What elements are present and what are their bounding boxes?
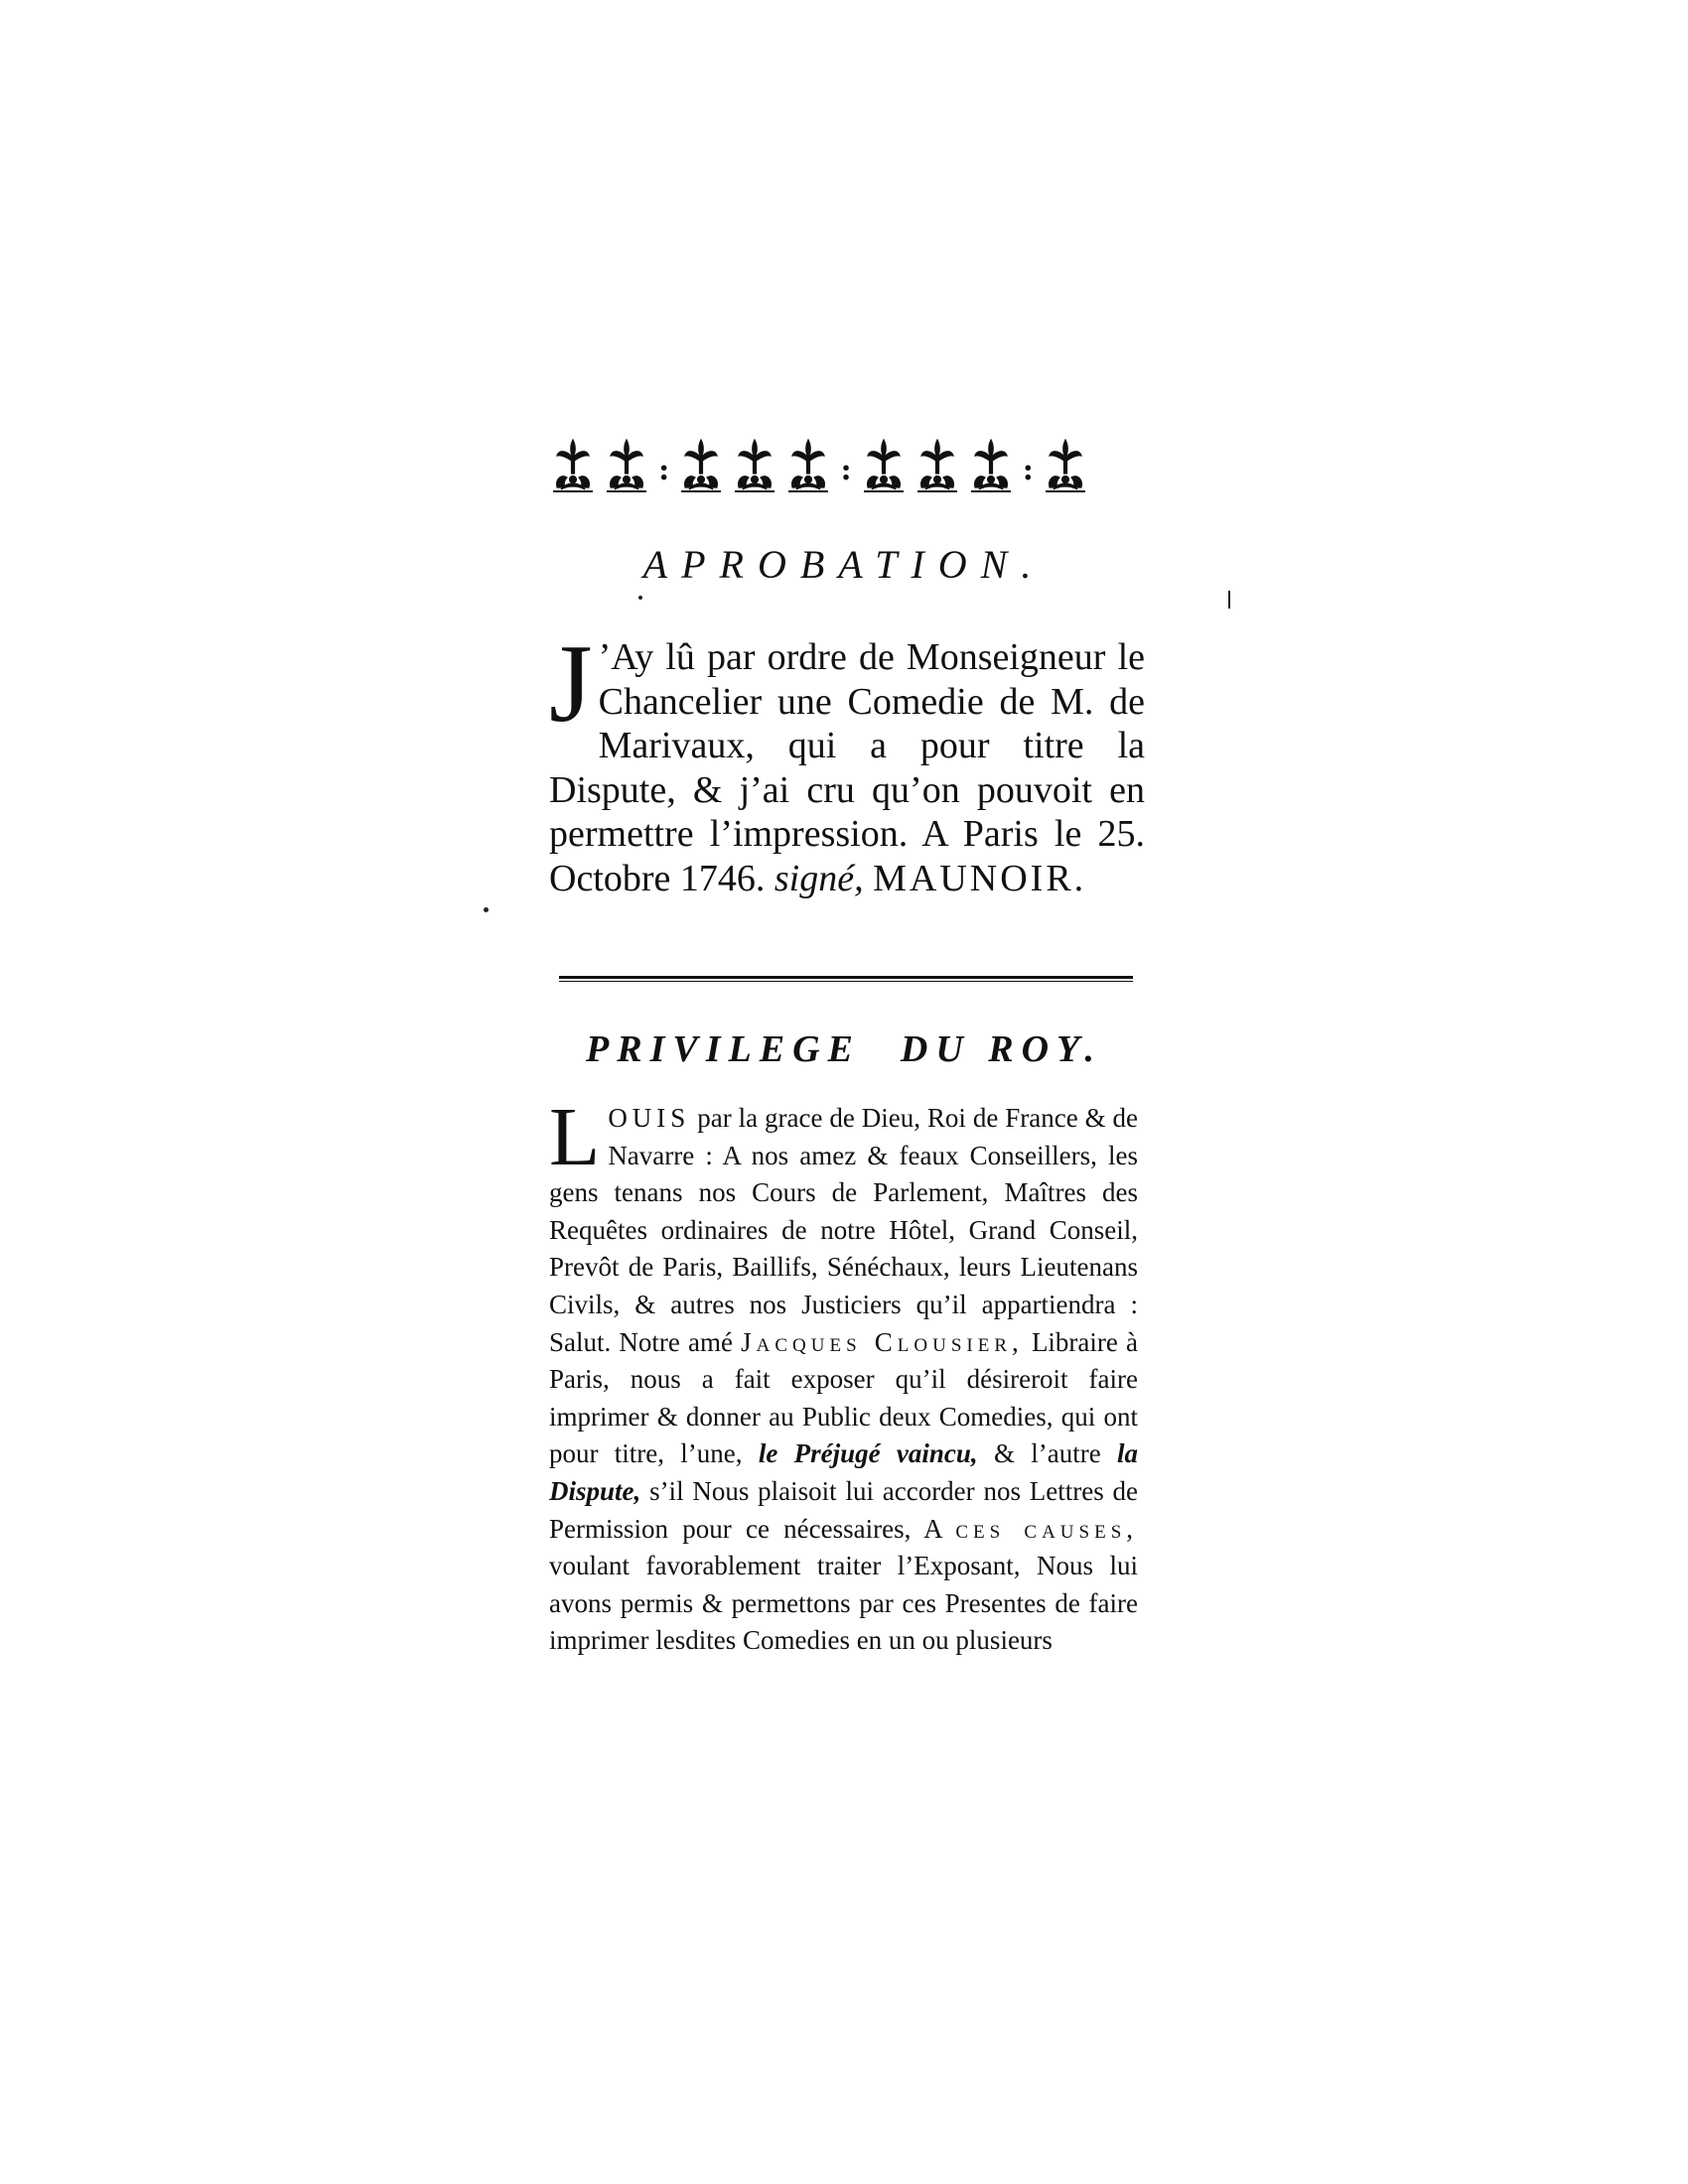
privilege-title-prejuge: le Préjugé vaincu, bbox=[758, 1438, 978, 1469]
approbation-signer: MAUNOIR. bbox=[873, 857, 1087, 899]
privilege-text-2: Libraire à Paris, nous a fait exposer qu’il désireroit faire imprimer & donner au Public deux Comedies, qui ont pour titre, l’une, bbox=[549, 1326, 1139, 1469]
privilege-drop-cap: L bbox=[549, 1091, 601, 1183]
ornament-band bbox=[551, 432, 1087, 493]
fleuron-ornament-icon bbox=[915, 436, 959, 493]
fleuron-ornament-icon bbox=[1044, 436, 1087, 493]
privilege-king-name: OUIS bbox=[608, 1103, 691, 1133]
approbation-heading: APROBATION. bbox=[642, 542, 1046, 587]
privilege-title-dispute: la Dispute, bbox=[549, 1438, 1138, 1506]
fleuron-ornament-icon bbox=[679, 436, 723, 493]
fleuron-ornament-icon bbox=[605, 436, 648, 493]
privilege-text-1: par la grace de Dieu, Roi de France & de Navarre : A nos amez & feaux Conseillers, les gens tenans nos Cours de Parlement, Maîtres des Requêtes ordinaires de notre Hôtel, Grand Conseil, Prevôt de Paris, Baillifs, Sénéchaux, leurs Lieutenans Civils, & autres nos Justiciers qu’il appartiendra : Salut. Notre amé bbox=[549, 1103, 1139, 1357]
privilege-heading-part2: DU ROY. bbox=[900, 1028, 1102, 1070]
approbation-signed-label: signé, bbox=[774, 857, 864, 899]
fleuron-ornament-icon bbox=[733, 436, 776, 493]
privilege-text-3: & l’autre bbox=[993, 1438, 1101, 1469]
privilege-text bbox=[549, 1091, 1139, 1660]
ornament-colon: : bbox=[1022, 453, 1034, 487]
approbation-body: ’Ay lû par ordre de Monseigneur le Chancelier une Comedie de M. de Marivaux, qui a pour titre la Dispute, & j’ai cru qu’on pouvoit en permettre l’impression. A Paris le 25. Octobre 1746. bbox=[549, 636, 1145, 899]
approbation-text bbox=[549, 622, 1145, 900]
fleuron-ornament-icon bbox=[969, 436, 1013, 493]
ornament-colon: : bbox=[840, 453, 852, 487]
fleuron-ornament-icon bbox=[862, 436, 906, 493]
section-divider bbox=[559, 976, 1133, 982]
fleuron-ornament-icon bbox=[786, 436, 830, 493]
privilege-text-5: voulant favorablement traiter l’Exposant, Nous lui avons permis & permettons par ces Presentes de faire imprimer lesdites Comedies en un ou plusieurs bbox=[549, 1551, 1138, 1656]
privilege-heading bbox=[556, 1027, 1132, 1071]
ornament-colon: : bbox=[658, 453, 670, 487]
privilege-heading-part1: PRIVILEGE bbox=[586, 1028, 861, 1070]
privilege-text-4: s’il Nous plaisoit lui accorder nos Lettres de Permission pour ce nécessaires, A bbox=[549, 1475, 1138, 1544]
privilege-causes: ces causes, bbox=[955, 1513, 1139, 1544]
fleuron-ornament-icon bbox=[551, 436, 595, 493]
privilege-bookseller-name: Jacques Clousier, bbox=[741, 1326, 1024, 1357]
approbation-drop-cap: J bbox=[549, 622, 593, 746]
